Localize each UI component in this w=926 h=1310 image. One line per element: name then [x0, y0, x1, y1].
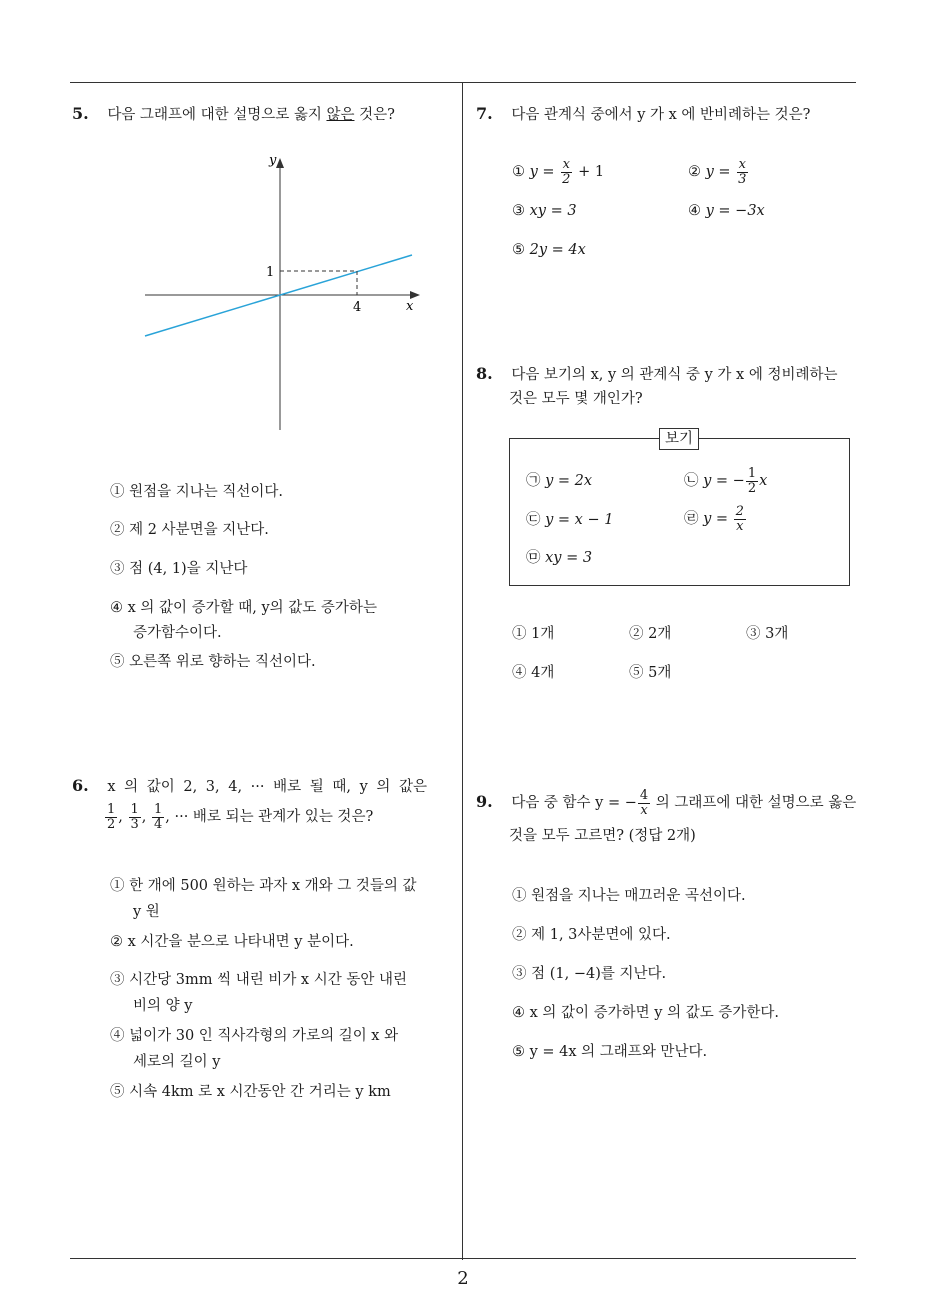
tick-label-y: 1: [266, 265, 275, 280]
equation-rhs: + 1: [578, 164, 605, 180]
question-text-tail: ··· 배로 되는 관계가 있는 것은?: [174, 809, 374, 825]
option-2[interactable]: [110, 520, 269, 540]
q5-graph: [140, 150, 430, 435]
item-mark: ㉠: [526, 473, 541, 489]
question-5: [72, 104, 395, 125]
example-item-5: [526, 548, 592, 568]
option-mark: ⑤: [512, 1044, 525, 1060]
underlined-word: 않은: [326, 107, 355, 123]
option-text: x 의 값이 증가하면 y 의 값도 증가한다.: [529, 1005, 779, 1021]
option-5[interactable]: [110, 652, 316, 672]
option-text: 3개: [765, 626, 789, 642]
option-text: 2y = 4x: [529, 242, 586, 258]
option-mark: ②: [629, 626, 644, 642]
option-4-continued: [133, 1052, 220, 1072]
fraction: [152, 803, 164, 832]
equation-lhs: y =: [705, 164, 731, 180]
example-box-title: 보기: [659, 428, 699, 450]
option-mark: ③: [512, 203, 525, 219]
option-text: 한 개에 500 원하는 과자 x 개와 그 것들의 값: [129, 878, 417, 894]
numerator: 2: [735, 503, 744, 519]
item-text: y = x − 1: [545, 512, 614, 528]
question-text-tail: 의 그래프에 대한 설명으로 옳은: [655, 795, 857, 811]
option-4[interactable]: [110, 598, 377, 618]
option-3[interactable]: [512, 201, 577, 221]
option-mark: ③: [110, 561, 125, 577]
question-6-line2: $\frac{1}{2}$ , $\frac{1}{3}$ , $\frac{1}{4}$ , ··· 배로 되는 관계가 있는 것은?: [107, 801, 374, 832]
equation-lhs: y = −: [703, 473, 745, 489]
numerator: x: [562, 156, 570, 172]
question-number: 8.: [476, 364, 493, 383]
question-text-line2: 것을 모두 고르면? (정답 2개): [509, 828, 696, 844]
question-6: [72, 776, 427, 797]
item-mark: ㉣: [684, 511, 699, 527]
option-1[interactable]: [512, 156, 604, 188]
fraction: [129, 803, 141, 832]
option-mark: ②: [688, 164, 701, 180]
numerator: 1: [154, 801, 163, 817]
option-text: 2개: [648, 626, 672, 642]
bottom-rule: [70, 1258, 856, 1259]
question-number: 9.: [476, 792, 493, 811]
item-mark: ㉤: [526, 550, 541, 566]
option-mark: ④: [688, 203, 701, 219]
option-mark: ①: [512, 888, 527, 904]
option-text: 증가함수이다.: [133, 625, 222, 641]
option-text: 넓이가 30 인 직사각형의 가로의 길이 x 와: [129, 1028, 399, 1044]
option-text: 4개: [531, 665, 555, 681]
option-4-continued: [133, 623, 222, 643]
option-mark: ①: [512, 164, 525, 180]
y-axis-label: y: [269, 153, 277, 168]
option-2[interactable]: [629, 624, 671, 644]
option-mark: ⑤: [512, 242, 525, 258]
fraction: [736, 158, 748, 187]
equation-lhs: y =: [703, 511, 729, 527]
question-number: 5.: [72, 104, 89, 123]
option-1[interactable]: [512, 886, 746, 906]
page-number: 2: [457, 1268, 469, 1289]
option-5[interactable]: [512, 1042, 707, 1062]
denominator: 2: [107, 816, 116, 832]
option-1[interactable]: [110, 876, 417, 896]
numerator: x: [738, 156, 746, 172]
numerator: 1: [130, 801, 139, 817]
option-text: 5개: [648, 665, 672, 681]
option-text: y = −3x: [705, 203, 765, 219]
denominator: x: [736, 518, 744, 534]
option-2[interactable]: [110, 932, 354, 952]
option-text: 1개: [531, 626, 555, 642]
option-4[interactable]: [512, 663, 554, 683]
option-text: y = 4x 의 그래프와 만난다.: [529, 1044, 708, 1060]
question-text: 다음 관계식 중에서 y 가 x 에 반비례하는 것은?: [511, 107, 811, 123]
numerator: 1: [747, 465, 757, 481]
question-text-tail: 것은?: [354, 107, 395, 123]
option-5[interactable]: [629, 663, 671, 683]
numerator: 1: [107, 801, 116, 817]
option-2[interactable]: [688, 156, 749, 188]
question-text: 다음 보기의 x, y 의 관계식 중 y 가 x 에 정비례하는: [511, 367, 838, 383]
denominator: 2: [562, 171, 571, 187]
example-item-1: [526, 471, 592, 491]
question-number: 6.: [72, 776, 89, 795]
option-3[interactable]: [746, 624, 788, 644]
question-number: 7.: [476, 104, 493, 123]
x-axis-label: x: [406, 299, 414, 314]
option-mark: ⑤: [110, 1084, 125, 1100]
example-item-4: [684, 503, 747, 535]
question-8: [476, 364, 837, 385]
option-text: 오른쪽 위로 향하는 직선이다.: [129, 654, 316, 670]
option-text: 원점을 지나는 직선이다.: [129, 484, 284, 500]
option-text: 원점을 지나는 매끄러운 곡선이다.: [531, 888, 746, 904]
x-axis-arrow: [410, 291, 420, 299]
option-mark: ④: [512, 665, 527, 681]
option-text: y 원: [133, 904, 160, 920]
fraction: [105, 803, 117, 832]
y-axis-arrow: [276, 158, 284, 168]
item-text: xy = 3: [545, 550, 593, 566]
option-mark: ②: [110, 522, 125, 538]
question-9-line2: [509, 826, 696, 846]
option-5[interactable]: [110, 1082, 391, 1102]
option-text: x 시간을 분으로 나타내면 y 분이다.: [127, 934, 354, 950]
option-text: 점 (1, −4)를 지난다.: [531, 966, 667, 982]
option-text: 점 (4, 1)을 지난다: [129, 561, 248, 577]
option-4[interactable]: [512, 1003, 779, 1023]
question-text: 다음 그래프에 대한 설명으로 옳지: [107, 107, 327, 123]
option-mark: ①: [110, 484, 125, 500]
column-divider: [462, 82, 463, 1260]
option-1[interactable]: [110, 482, 283, 502]
option-1-continued: [133, 902, 160, 922]
option-3-continued: [133, 996, 192, 1016]
fraction: [746, 467, 758, 496]
option-3[interactable]: [110, 970, 407, 990]
option-text: 시간당 3mm 씩 내린 비가 x 시간 동안 내린: [129, 972, 407, 988]
option-mark: ③: [746, 626, 761, 642]
option-text: x 의 값이 증가할 때, y의 값도 증가하는: [127, 600, 377, 616]
question-text-tail: 것은 모두 몇 개인가?: [509, 391, 643, 407]
fraction: [638, 789, 650, 818]
tick-label-x: 4: [353, 300, 362, 315]
question-7: [476, 104, 810, 125]
option-mark: ①: [512, 626, 527, 642]
option-mark: ④: [110, 1028, 125, 1044]
equation-lhs: y =: [529, 164, 555, 180]
numerator: 4: [639, 787, 649, 803]
option-4[interactable]: [688, 201, 765, 221]
option-text: xy = 3: [529, 203, 577, 219]
item-mark: ㉡: [684, 473, 699, 489]
denominator: 2: [747, 480, 757, 496]
option-1[interactable]: [512, 624, 554, 644]
option-mark: ②: [512, 927, 527, 943]
fraction: [560, 158, 572, 187]
denominator: 3: [738, 171, 747, 187]
option-text: 시속 4km 로 x 시간동안 간 거리는 y km: [129, 1084, 391, 1100]
option-3[interactable]: [110, 559, 247, 579]
example-item-3: [526, 510, 613, 530]
option-text: 비의 양 y: [133, 998, 193, 1014]
question-9: [476, 786, 856, 819]
question-text: 다음 중 함수 y = −: [511, 795, 637, 811]
option-mark: ④: [512, 1005, 525, 1021]
option-text: 제 1, 3사분면에 있다.: [531, 927, 671, 943]
option-text: 제 2 사분면을 지난다.: [129, 522, 269, 538]
option-mark: ⑤: [110, 654, 125, 670]
question-text: x 의 값이 2, 3, 4, ··· 배로 될 때, y 의 값은: [107, 779, 428, 795]
option-mark: ①: [110, 878, 125, 894]
question-8-line2: [509, 389, 643, 409]
item-mark: ㉢: [526, 512, 541, 528]
equation-rhs: x: [759, 473, 768, 489]
item-text: y = 2x: [545, 473, 593, 489]
fraction: [734, 505, 746, 534]
denominator: 3: [130, 816, 139, 832]
option-mark: ⑤: [629, 665, 644, 681]
option-mark: ②: [110, 934, 123, 950]
option-text: 세로의 길이 y: [133, 1054, 221, 1070]
option-2[interactable]: [512, 925, 671, 945]
option-4[interactable]: [110, 1026, 398, 1046]
denominator: x: [640, 802, 648, 818]
denominator: 4: [154, 816, 163, 832]
top-rule: [70, 82, 856, 83]
example-item-2: [684, 465, 767, 497]
option-3[interactable]: [512, 964, 666, 984]
option-mark: ④: [110, 600, 123, 616]
option-5[interactable]: [512, 240, 586, 260]
option-mark: ③: [512, 966, 527, 982]
option-mark: ③: [110, 972, 125, 988]
